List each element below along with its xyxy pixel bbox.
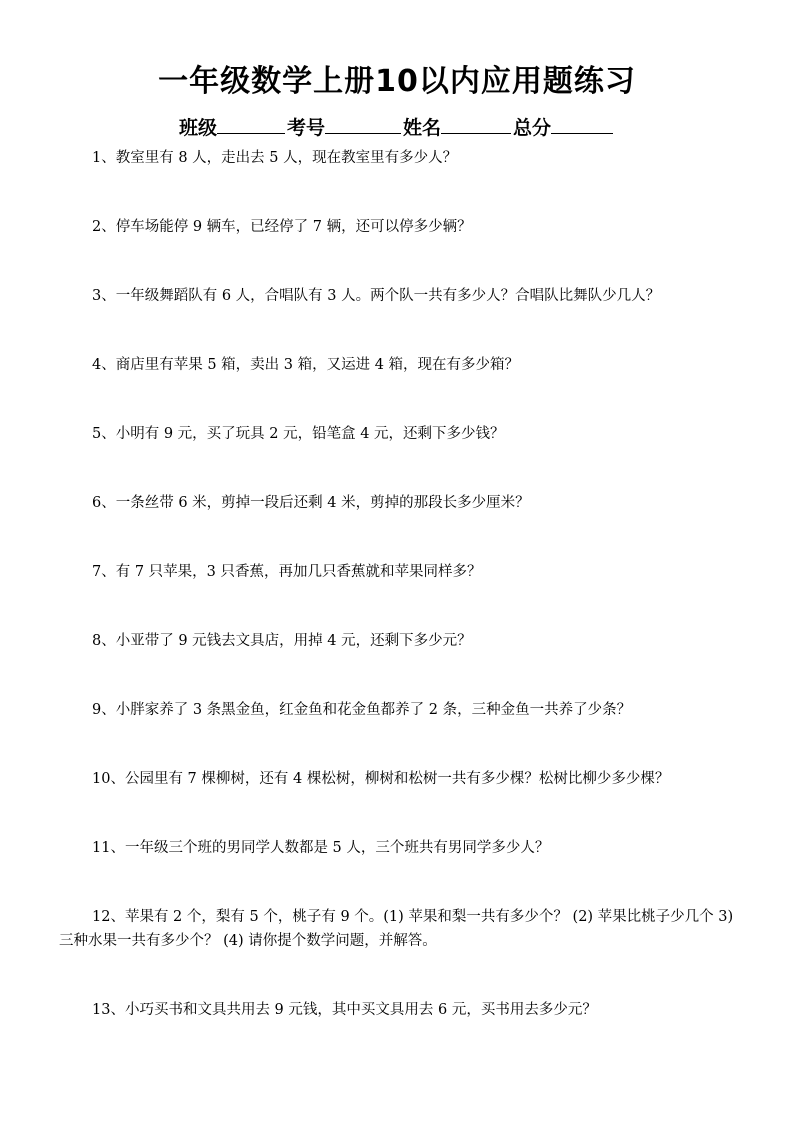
name-label: 姓名 xyxy=(403,117,442,139)
student-info-line xyxy=(0,113,794,142)
question-7: 7、有 7 只苹果，3 只香蕉，再加几只香蕉就和苹果同样多？ xyxy=(92,564,482,580)
class-blank xyxy=(217,113,285,134)
name-blank xyxy=(441,113,511,134)
question-4: 4、商店里有苹果 5 箱，卖出 3 箱，又运进 4 箱，现在有多少箱？ xyxy=(92,357,520,373)
question-10: 10、公园里有 7 棵柳树，还有 4 棵松树，柳树和松树一共有多少棵？松树比柳少多少棵？ xyxy=(92,771,670,787)
score-field xyxy=(513,113,615,142)
question-12: 12、苹果有 2 个，梨有 5 个，桃子有 9 个。(1) 苹果和梨一共有多少个？ (2) 苹果比桃子少几个 3) 三种水果一共有多少个？ (4) 请你提个数学问题，并解答。 xyxy=(59,909,734,949)
name-field xyxy=(403,113,513,142)
question-3: 3、一年级舞蹈队有 6 人，合唱队有 3 人。两个队一共有多少人？合唱队比舞队少几人？ xyxy=(92,288,661,304)
question-13: 13、小巧买书和文具共用去 9 元钱，其中买文具用去 6 元，买书用去多少元？ xyxy=(92,1002,597,1018)
question-1: 1、教室里有 8 人，走出去 5 人，现在教室里有多少人？ xyxy=(92,150,458,166)
page-title: 一年级数学上册10以内应用题练习 xyxy=(158,64,636,99)
question-8: 8、小亚带了 9 元钱去文具店，用掉 4 元，还剩下多少元？ xyxy=(92,633,472,649)
question-11: 11、一年级三个班的男同学人数都是 5 人，三个班共有男同学多少人？ xyxy=(92,840,550,856)
class-field xyxy=(179,113,287,142)
number-label: 考号 xyxy=(286,117,325,139)
score-blank xyxy=(551,113,613,134)
question-2: 2、停车场能停 9 辆车，已经停了 7 辆，还可以停多少辆？ xyxy=(92,219,472,235)
question-9: 9、小胖家养了 3 条黑金鱼，红金鱼和花金鱼都养了 2 条，三种金鱼一共养了少条？ xyxy=(92,702,632,718)
class-label: 班级 xyxy=(178,117,217,139)
number-blank xyxy=(325,113,401,134)
score-label: 总分 xyxy=(513,117,552,139)
question-6: 6、一条丝带 6 米，剪掉一段后还剩 4 米，剪掉的那段长多少厘米？ xyxy=(92,495,530,511)
number-field xyxy=(287,113,403,142)
question-5: 5、小明有 9 元，买了玩具 2 元，铅笔盒 4 元，还剩下多少钱？ xyxy=(92,426,505,442)
